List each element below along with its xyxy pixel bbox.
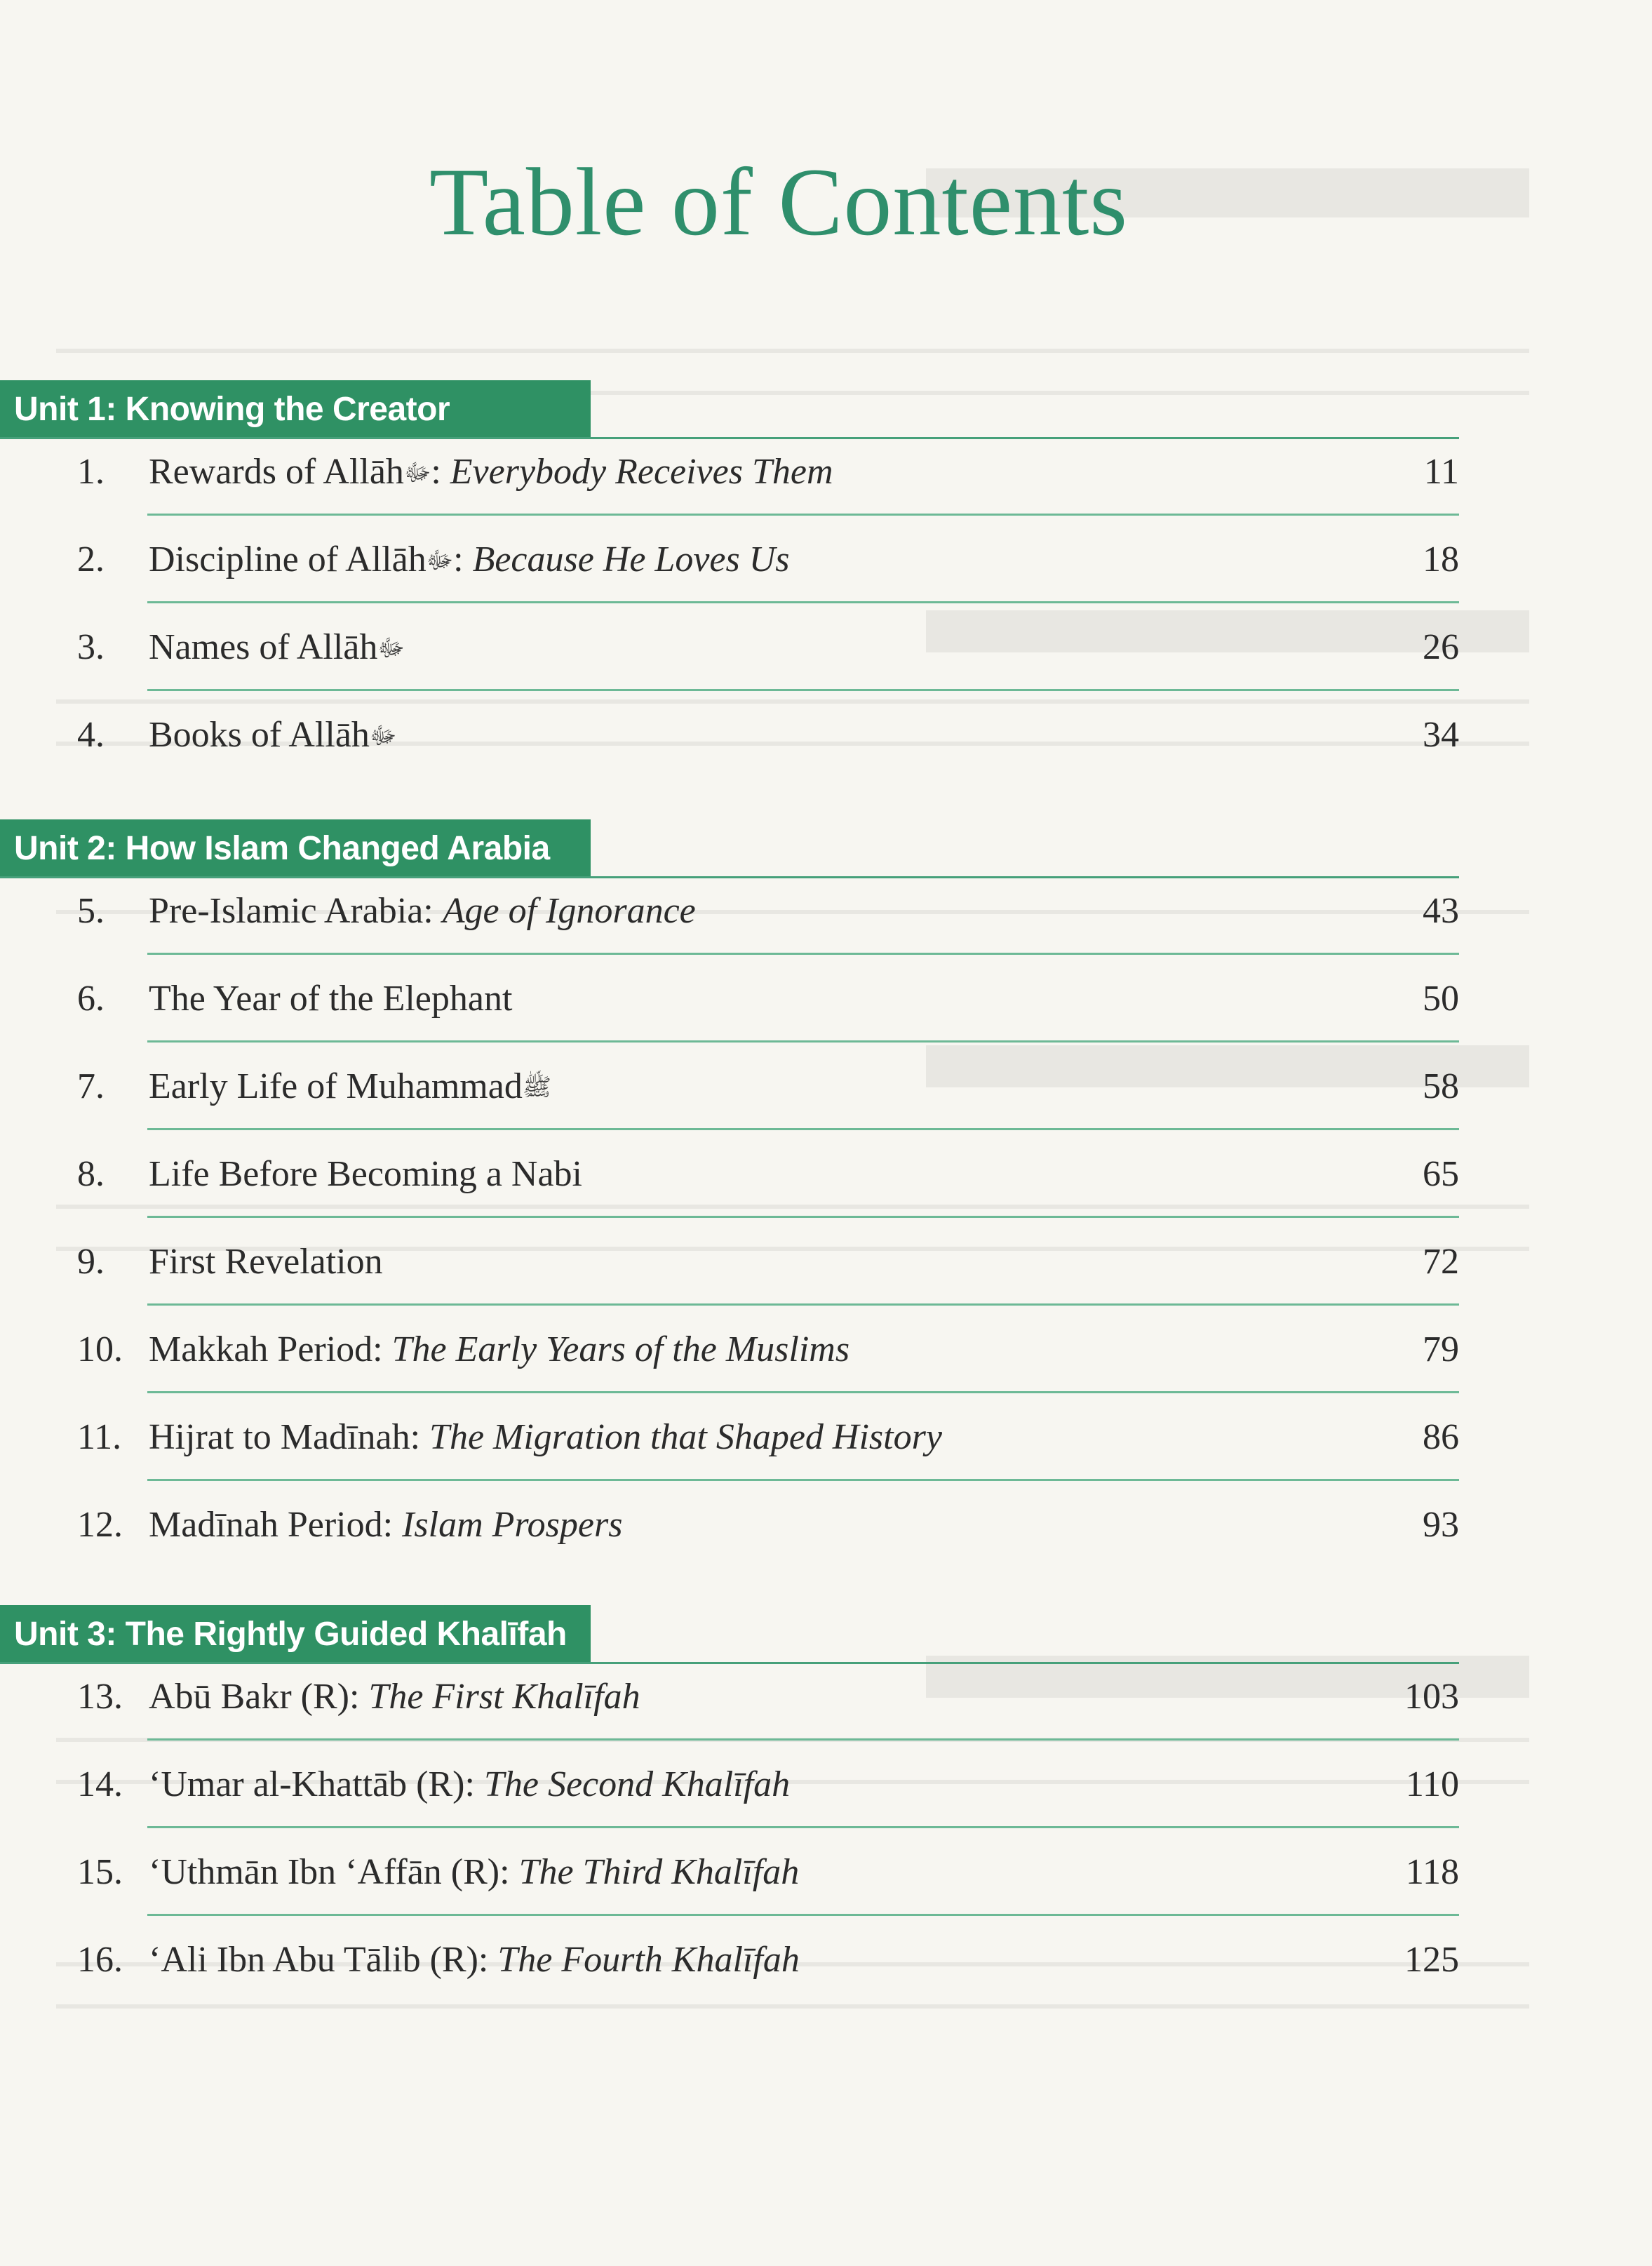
toc-entry[interactable] xyxy=(0,1130,1459,1218)
toc-entry[interactable] xyxy=(0,516,1459,603)
honorific-calligraphy: ﷺ xyxy=(522,1075,551,1101)
chapter-title xyxy=(149,955,512,1043)
chapter-subtitle: Islam Prospers xyxy=(402,1505,623,1545)
chapter-title xyxy=(149,691,396,780)
chapter-subtitle: The Third Khalīfah xyxy=(518,1852,800,1892)
chapter-number: 10. xyxy=(77,1329,123,1369)
page-number: 50 xyxy=(1423,979,1459,1019)
page-number: 34 xyxy=(1423,715,1459,755)
page-number: 18 xyxy=(1423,539,1459,579)
chapter-number: 6. xyxy=(77,979,105,1019)
page-number: 86 xyxy=(1423,1417,1459,1457)
title-separator: : xyxy=(499,1852,519,1892)
chapter-main-title: ‘Uthmān Ibn ‘Affān (R) xyxy=(149,1852,500,1892)
chapter-main-title: Life Before Becoming a Nabi xyxy=(149,1154,582,1194)
honorific-calligraphy: ﷻ xyxy=(403,460,431,486)
page-title: Table of Contents xyxy=(429,148,1129,255)
title-separator: : xyxy=(464,1764,484,1804)
chapter-main-title: First Revelation xyxy=(149,1242,383,1282)
title-separator: : xyxy=(382,1505,403,1545)
title-separator: : xyxy=(431,452,450,492)
chapter-number: 13. xyxy=(77,1677,123,1717)
toc-entry[interactable] xyxy=(0,955,1459,1043)
chapter-main-title: ‘Umar al-Khattāb (R) xyxy=(149,1764,465,1804)
chapter-title xyxy=(149,1130,582,1218)
chapter-title xyxy=(149,1653,640,1741)
toc-entry[interactable] xyxy=(0,428,1459,516)
chapter-title xyxy=(149,1916,800,2004)
chapter-main-title: Abū Bakr (R) xyxy=(149,1677,349,1717)
chapter-main-title: The Year of the Elephant xyxy=(149,979,513,1019)
toc-entry[interactable] xyxy=(0,1218,1459,1306)
toc-entry[interactable] xyxy=(0,1393,1459,1481)
toc-entry[interactable] xyxy=(0,1741,1459,1828)
toc-entry[interactable] xyxy=(0,867,1459,955)
title-separator: : xyxy=(453,539,473,579)
honorific-calligraphy: ﷻ xyxy=(426,548,454,574)
chapter-main-title: Rewards of Allāh xyxy=(149,452,404,492)
chapter-subtitle: The Early Years of the Muslims xyxy=(391,1329,850,1369)
title-separator: : xyxy=(478,1940,498,1980)
page-number: 43 xyxy=(1423,891,1459,931)
chapter-main-title: Books of Allāh xyxy=(149,715,370,755)
chapter-main-title: Hijrat to Madīnah xyxy=(149,1417,410,1457)
page-number: 110 xyxy=(1405,1764,1459,1804)
chapter-number: 4. xyxy=(77,715,105,755)
chapter-number: 1. xyxy=(77,452,105,492)
honorific-calligraphy: ﷻ xyxy=(377,636,405,662)
unit-label: Unit 1: Knowing the Creator xyxy=(0,380,591,439)
page-number: 72 xyxy=(1423,1242,1459,1282)
chapter-subtitle: Everybody Receives Them xyxy=(450,452,833,492)
chapter-number: 16. xyxy=(77,1940,123,1980)
title-separator: : xyxy=(349,1677,369,1717)
page-number: 125 xyxy=(1404,1940,1459,1980)
chapter-number: 14. xyxy=(77,1764,123,1804)
chapter-subtitle: The Migration that Shaped History xyxy=(429,1417,942,1457)
page-number: 103 xyxy=(1404,1677,1459,1717)
chapter-number: 9. xyxy=(77,1242,105,1282)
chapter-number: 3. xyxy=(77,627,105,667)
page-number: 118 xyxy=(1405,1852,1459,1892)
page-number: 65 xyxy=(1423,1154,1459,1194)
toc-entry[interactable] xyxy=(0,1306,1459,1393)
chapter-main-title: ‘Ali Ibn Abu Tālib (R) xyxy=(149,1940,478,1980)
toc-entry[interactable] xyxy=(0,1481,1459,1569)
chapter-title xyxy=(149,516,790,605)
chapter-number: 5. xyxy=(77,891,105,931)
title-separator: : xyxy=(372,1329,392,1369)
chapter-title xyxy=(149,1393,942,1481)
unit-label: Unit 3: The Rightly Guided Khalīfah xyxy=(0,1605,591,1664)
page-number: 11 xyxy=(1423,452,1459,492)
chapter-title xyxy=(149,1043,551,1132)
toc-entry[interactable] xyxy=(0,1916,1459,2004)
page-number: 93 xyxy=(1423,1505,1459,1545)
chapter-subtitle: The Second Khalīfah xyxy=(483,1764,791,1804)
chapter-number: 11. xyxy=(77,1417,122,1457)
toc-entry[interactable] xyxy=(0,1043,1459,1130)
chapter-main-title: Early Life of Muhammad xyxy=(149,1066,523,1106)
chapter-main-title: Names of Allāh xyxy=(149,627,378,667)
chapter-number: 2. xyxy=(77,539,105,579)
toc-entry[interactable] xyxy=(0,1828,1459,1916)
chapter-main-title: Pre-Islamic Arabia xyxy=(149,891,424,931)
chapter-title xyxy=(149,867,696,955)
toc-entry[interactable] xyxy=(0,603,1459,691)
toc-entry[interactable] xyxy=(0,1653,1459,1741)
chapter-title xyxy=(149,1828,799,1916)
chapter-number: 8. xyxy=(77,1154,105,1194)
chapter-title xyxy=(149,1218,383,1306)
chapter-subtitle: Age of Ignorance xyxy=(442,891,696,931)
chapter-main-title: Makkah Period xyxy=(149,1329,373,1369)
chapter-subtitle: Because He Loves Us xyxy=(472,539,790,579)
honorific-calligraphy: ﷻ xyxy=(369,723,397,749)
page-number: 26 xyxy=(1423,627,1459,667)
chapter-title xyxy=(149,603,405,692)
unit-label: Unit 2: How Islam Changed Arabia xyxy=(0,819,591,878)
chapter-number: 12. xyxy=(77,1505,123,1545)
chapter-title xyxy=(149,428,833,517)
page-number: 58 xyxy=(1423,1066,1459,1106)
chapter-subtitle: The First Khalīfah xyxy=(368,1677,640,1717)
chapter-title xyxy=(149,1481,622,1569)
chapter-main-title: Madīnah Period xyxy=(149,1505,383,1545)
chapter-subtitle: The Fourth Khalīfah xyxy=(497,1940,800,1980)
chapter-main-title: Discipline of Allāh xyxy=(149,539,427,579)
toc-entry[interactable] xyxy=(0,691,1459,779)
page-number: 79 xyxy=(1423,1329,1459,1369)
title-separator: : xyxy=(410,1417,430,1457)
chapter-title xyxy=(149,1306,849,1393)
title-separator: : xyxy=(423,891,443,931)
chapter-number: 7. xyxy=(77,1066,105,1106)
chapter-title xyxy=(149,1741,790,1828)
chapter-number: 15. xyxy=(77,1852,123,1892)
